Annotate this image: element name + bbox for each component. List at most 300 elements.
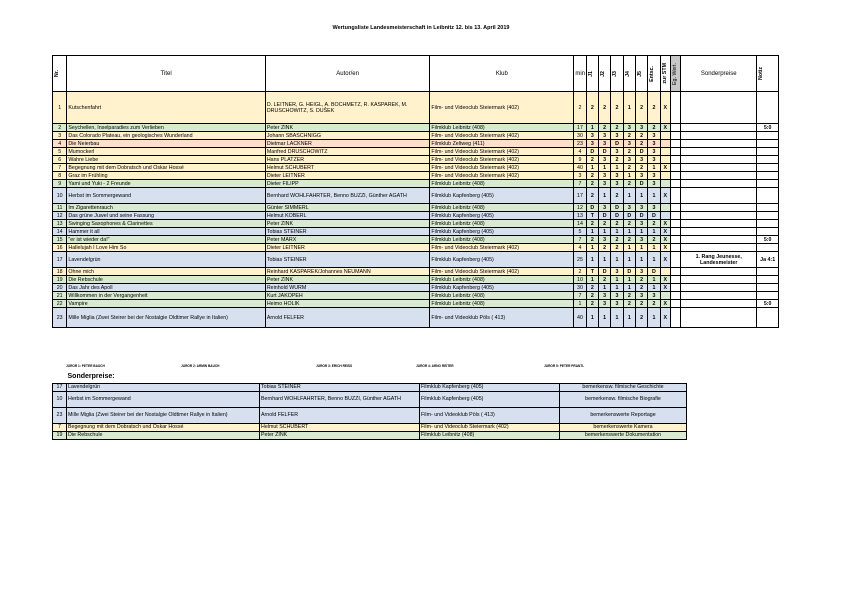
row-sonderpreis [681,292,757,300]
row-j3: 3 [611,148,623,156]
row-eg-wert [670,308,680,328]
row-autoren: Dieter FILIPP [265,180,430,188]
row-klub: Film- und Videoklub Pöls ( 413) [430,308,574,328]
row-j5: 1 [635,188,647,204]
row-j3: 1 [611,308,623,328]
row-autoren: Reinhard KASPAREK/Johannes NEUMANN [265,268,430,276]
row-j4: 1 [623,228,635,236]
row-notiz: Ja 4:1 [757,252,779,268]
row-j4: 2 [623,180,635,188]
row-j4: 2 [623,236,635,244]
special-nr: 17 [53,383,67,391]
row-titel: Wahre Liebe [67,156,265,164]
table-row [53,92,779,124]
row-j5: 2 [635,92,647,124]
table-row [53,268,779,276]
row-nr: 1 [53,92,67,124]
row-sonderpreis [681,148,757,156]
row-sonderpreis [681,220,757,228]
table-row [53,276,779,284]
row-titel: Ohne mich [67,268,265,276]
header-notiz: Notiz [757,56,779,92]
row-zur-stm: X [660,220,670,228]
jury-line [66,364,626,370]
row-autoren: Heimo HOLIK [265,300,430,308]
row-min: 23 [574,140,586,148]
row-entsch: 3 [648,132,660,140]
row-notiz [757,164,779,172]
special-autoren: Tobias STEINER [260,383,420,391]
table-row [53,252,779,268]
row-notiz [757,132,779,140]
row-j2: 2 [598,92,610,124]
row-j1: 2 [586,92,598,124]
row-klub: Film- und Videoclub Steiermark (402) [430,268,574,276]
row-min: 30 [574,284,586,292]
row-notiz [757,228,779,236]
row-j1: 2 [586,236,598,244]
row-j1: 3 [586,140,598,148]
row-j1: 1 [586,244,598,252]
row-klub: Film- und Videoclub Steiermark (402) [430,172,574,180]
row-titel: Swinging Saxophones & Clarinettes [67,220,265,228]
row-eg-wert [670,284,680,292]
row-notiz [757,308,779,328]
row-j2: 2 [598,220,610,228]
row-j4: 2 [623,132,635,140]
row-j1: 2 [586,292,598,300]
row-sonderpreis [681,308,757,328]
row-notiz [757,276,779,284]
row-j5: 3 [635,220,647,228]
special-klub: Film- und Videoklub Pöls ( 413) [420,407,560,423]
row-j1: D [586,148,598,156]
row-j1: 2 [586,172,598,180]
table-row [53,244,779,252]
row-j2: 2 [598,244,610,252]
row-sonderpreis [681,156,757,164]
row-eg-wert [670,204,680,212]
row-notiz [757,204,779,212]
row-zur-stm: X [660,300,670,308]
row-sonderpreis [681,300,757,308]
header-j1: J1 [586,56,598,92]
row-min: 14 [574,220,586,228]
row-min: 40 [574,164,586,172]
row-sonderpreis [681,140,757,148]
row-j4: 2 [623,164,635,172]
row-eg-wert [670,148,680,156]
row-j1: 1 [586,124,598,132]
row-j2: 3 [598,292,610,300]
row-klub: Filmklub Leibnitz (408) [430,124,574,132]
row-notiz [757,140,779,148]
row-j5: D [635,212,647,220]
row-j2: 1 [598,228,610,236]
header-j4: J4 [623,56,635,92]
row-j2: 1 [598,164,610,172]
special-klub: Filmklub Kapfenberg (405) [420,383,560,391]
special-preis: bemerkensw. filmische Geschichte [560,383,687,391]
table-row [53,292,779,300]
row-titel: Hallelujah I Love Him So [67,244,265,252]
row-notiz [757,244,779,252]
row-j2: 3 [598,180,610,188]
row-nr: 19 [53,276,67,284]
row-zur-stm: X [660,252,670,268]
juror-5: JUROR 5: PETER PRANTL [544,364,585,368]
row-min: 9 [574,156,586,164]
row-j5: 2 [635,140,647,148]
row-titel: Kutschenfahrt [67,92,265,124]
row-j2: 3 [598,156,610,164]
row-entsch: 1 [648,188,660,204]
row-min: 1 [574,300,586,308]
row-nr: 5 [53,148,67,156]
row-notiz [757,292,779,300]
row-entsch: D [648,268,660,276]
header-entsch: Entsc. [648,56,660,92]
row-j2: 1 [598,284,610,292]
row-titel: Das Jahr des Apoll [67,284,265,292]
row-min: 4 [574,148,586,156]
row-j3: 1 [611,252,623,268]
row-entsch: 3 [648,148,660,156]
row-eg-wert [670,140,680,148]
row-sonderpreis [681,236,757,244]
special-preis: bemerkenswerte Dokumentation [560,431,687,439]
row-eg-wert [670,164,680,172]
row-eg-wert [670,188,680,204]
special-nr: 7 [53,423,67,431]
row-j2: 3 [598,204,610,212]
row-entsch: 1 [648,244,660,252]
row-zur-stm: X [660,188,670,204]
row-sonderpreis [681,132,757,140]
row-zur-stm [660,132,670,140]
table-row [53,188,779,204]
row-j1: 2 [586,300,598,308]
row-eg-wert [670,252,680,268]
row-entsch: 3 [648,140,660,148]
row-min: 2 [574,92,586,124]
row-min: 25 [574,252,586,268]
row-zur-stm: X [660,124,670,132]
row-j2: 3 [598,236,610,244]
row-eg-wert [670,124,680,132]
row-titel: Herbst im Sommergewand [67,188,265,204]
row-nr: 23 [53,308,67,328]
row-entsch: 1 [648,308,660,328]
row-zur-stm: X [660,228,670,236]
header-titel: Titel [67,56,265,92]
row-sonderpreis [681,92,757,124]
row-eg-wert [670,276,680,284]
row-autoren: Tobias STEINER [265,228,430,236]
row-j3: 3 [611,300,623,308]
row-j1: 2 [586,156,598,164]
row-klub: Filmklub Leibnitz (408) [430,204,574,212]
row-entsch: D [648,212,660,220]
row-notiz: 5:0 [757,124,779,132]
row-j5: 3 [635,236,647,244]
row-klub: Film- und Videoclub Steiermark (402) [430,132,574,140]
row-sonderpreis [681,180,757,188]
row-klub: Filmklub Kapfenberg (405) [430,252,574,268]
row-j1: D [586,204,598,212]
special-heading-row [53,371,687,383]
row-j3: 1 [611,228,623,236]
table-row [53,308,779,328]
special-titel: Die Rebschule [67,431,260,439]
row-eg-wert [670,268,680,276]
header-j2: J2 [598,56,610,92]
row-notiz [757,284,779,292]
row-nr: 12 [53,212,67,220]
header-nr: Nr. [53,56,67,92]
table-row [53,132,779,140]
row-eg-wert [670,292,680,300]
row-j1: 1 [586,164,598,172]
row-min: 7 [574,292,586,300]
ranking-table [52,55,779,328]
row-autoren: Dietmar LACKNER [265,140,430,148]
row-j3: 3 [611,132,623,140]
special-autoren: Peter ZINK [260,431,420,439]
row-nr: 14 [53,228,67,236]
row-zur-stm [660,212,670,220]
row-j5: 1 [635,244,647,252]
row-j2: 1 [598,308,610,328]
row-zur-stm: X [660,276,670,284]
special-autoren: Arnold FELFER [260,407,420,423]
row-titel: Mille Miglia (Zwei Steirer bei der Nostalgie Oldtimer Rallye in Italien) [67,308,265,328]
row-j2: D [598,212,610,220]
row-zur-stm [660,292,670,300]
special-nr: 23 [53,407,67,423]
special-klub: Filmklub Leibnitz (408) [420,431,560,439]
row-notiz [757,188,779,204]
document-title: Wertungsliste Landesmeisterschaft in Leibnitz 12. bis 13. April 2019 [332,25,510,31]
row-autoren: Bernhard WOHLFAHRTER, Benno BUZZI, Günther AGATH [265,188,430,204]
row-titel: Seychellen, Inselparadies zum Verlieben [67,124,265,132]
row-titel: Vampire [67,300,265,308]
row-j3: 2 [611,188,623,204]
row-entsch: 1 [648,228,660,236]
row-j1: 3 [586,132,598,140]
row-min: 5 [574,228,586,236]
row-sonderpreis [681,244,757,252]
row-j1: 1 [586,276,598,284]
row-j4: 1 [623,188,635,204]
row-eg-wert [670,132,680,140]
table-row [53,212,779,220]
special-prizes-table [52,371,687,440]
row-sonderpreis [681,204,757,212]
row-j4: 2 [623,300,635,308]
row-j4: D [623,268,635,276]
table-row [53,284,779,292]
row-j2: 2 [598,276,610,284]
row-j1: T [586,212,598,220]
row-j5: D [635,180,647,188]
row-min: 3 [574,172,586,180]
row-notiz [757,268,779,276]
row-klub: Film- und Videoclub Steiermark (402) [430,148,574,156]
row-j3: D [611,204,623,212]
row-eg-wert [670,220,680,228]
row-j3: 2 [611,92,623,124]
row-nr: 8 [53,172,67,180]
row-j4: 1 [623,244,635,252]
row-j4: 1 [623,308,635,328]
row-j2: 2 [598,124,610,132]
row-j4: 3 [623,140,635,148]
row-klub: Filmklub Kapfenberg (405) [430,212,574,220]
row-nr: 18 [53,268,67,276]
row-j2: 3 [598,172,610,180]
row-min: 12 [574,204,586,212]
header-j5: J5 [635,56,647,92]
row-nr: 7 [53,164,67,172]
row-notiz [757,180,779,188]
row-min: 13 [574,212,586,220]
row-klub: Filmklub Zeltweg (411) [430,140,574,148]
table-row [53,236,779,244]
row-sonderpreis [681,276,757,284]
row-min: 40 [574,308,586,328]
row-j5: D [635,148,647,156]
row-j4: 3 [623,156,635,164]
row-titel: Yami und Yuki - 2 Freunde [67,180,265,188]
row-j4: 1 [623,252,635,268]
row-j1: 2 [586,188,598,204]
row-klub: Filmklub Kapfenberg (405) [430,188,574,204]
row-klub: Filmklub Leibnitz (408) [430,220,574,228]
row-j5: 3 [635,172,647,180]
row-j2: D [598,148,610,156]
row-titel: "er ist wieder da!" [67,236,265,244]
row-j5: 2 [635,164,647,172]
special-klub: Film- und Videoclub Steiermark (402) [420,423,560,431]
row-autoren: Peter ZINK [265,220,430,228]
row-zur-stm [660,140,670,148]
row-titel: Das Colorado Plateau, ein geologisches Wunderland [67,132,265,140]
row-entsch: 2 [648,236,660,244]
row-j5: 2 [635,132,647,140]
row-sonderpreis [681,124,757,132]
row-autoren: Tobias STEINER [265,252,430,268]
row-autoren: Dieter LEITNER [265,172,430,180]
row-min: 2 [574,268,586,276]
row-nr: 15 [53,236,67,244]
row-j4: 3 [623,124,635,132]
row-zur-stm [660,156,670,164]
row-eg-wert [670,172,680,180]
row-nr: 17 [53,252,67,268]
row-j4: 1 [623,92,635,124]
table-row [53,180,779,188]
row-j5: 2 [635,300,647,308]
row-autoren: Helmut KOBERL [265,212,430,220]
row-nr: 3 [53,132,67,140]
row-entsch: 3 [648,292,660,300]
row-j5: 3 [635,156,647,164]
row-titel: Die Neierbau [67,140,265,148]
special-preis: bemerkenswerte Reportage [560,407,687,423]
row-titel: Mumockerl [67,148,265,156]
row-entsch: 2 [648,220,660,228]
row-autoren: Peter ZINK [265,276,430,284]
row-nr: 4 [53,140,67,148]
special-autoren: Helmut SCHUBERT [260,423,420,431]
row-autoren: Peter ZINK [265,124,430,132]
special-nr: 10 [53,391,67,407]
row-klub: Film- und Videoclub Steiermark (402) [430,244,574,252]
row-eg-wert [670,92,680,124]
row-nr: 20 [53,284,67,292]
row-min: 7 [574,180,586,188]
row-klub: Filmklub Kapfenberg (405) [430,284,574,292]
row-notiz [757,220,779,228]
row-j3: 1 [611,284,623,292]
special-row [53,431,687,439]
juror-3: JUROR 3: ERICH REISS [316,364,353,368]
row-klub: Filmklub Leibnitz (408) [430,292,574,300]
row-autoren: Helmut SCHUBERT [265,164,430,172]
special-preis: bemerkensw. filmische Biografie [560,391,687,407]
table-row [53,228,779,236]
row-j5: 2 [635,308,647,328]
row-j3: 2 [611,220,623,228]
row-zur-stm: X [660,284,670,292]
row-j3: D [611,140,623,148]
row-j5: 3 [635,292,647,300]
header-klub: Klub [430,56,574,92]
row-j1: 2 [586,220,598,228]
row-j4: D [623,212,635,220]
row-j3: 2 [611,236,623,244]
row-j1: 2 [586,180,598,188]
row-nr: 13 [53,220,67,228]
table-row [53,140,779,148]
header-zur-stm: zur STM [660,56,670,92]
juror-4: JUROR 4: ARNO REITER [416,364,454,368]
row-autoren: Arnold FELFER [265,308,430,328]
row-autoren: Johann SBASCHNIGG [265,132,430,140]
row-j3: 1 [611,164,623,172]
row-titel: Hammer it all [67,228,265,236]
row-notiz [757,156,779,164]
row-entsch: 1 [648,252,660,268]
row-titel: Begegnung mit dem Dobratsch und Oskar Hossé [67,164,265,172]
row-zur-stm: X [660,164,670,172]
row-autoren: Manfred DRUSCHOWITZ [265,148,430,156]
row-j5: 3 [635,204,647,212]
row-j3: 2 [611,244,623,252]
row-entsch: 3 [648,156,660,164]
row-j3: 3 [611,292,623,300]
row-sonderpreis: 1. Rang Jeunesse, Landesmeister [681,252,757,268]
row-autoren: Hans PLATZER [265,156,430,164]
row-notiz: 5:0 [757,236,779,244]
row-j4: 1 [623,284,635,292]
row-klub: Filmklub Leibnitz (408) [430,236,574,244]
row-klub: Filmklub Leibnitz (408) [430,300,574,308]
row-eg-wert [670,212,680,220]
row-zur-stm [660,148,670,156]
table-row [53,148,779,156]
